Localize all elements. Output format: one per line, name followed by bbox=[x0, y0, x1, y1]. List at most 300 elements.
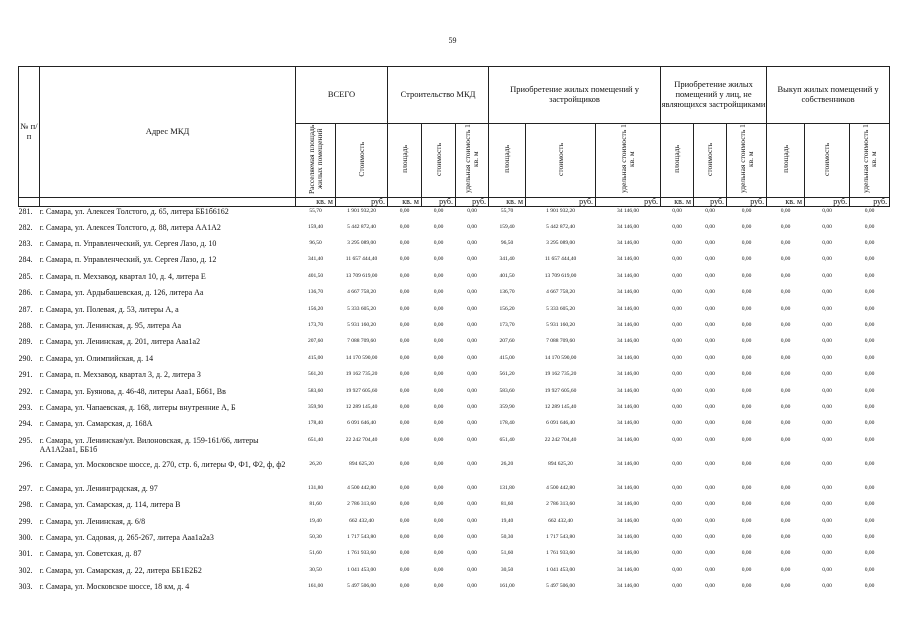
developer-unit-cell: 34 146,00 bbox=[617, 403, 640, 410]
row-number: 289. bbox=[18, 337, 33, 347]
construction-area-cell: 0,00 bbox=[399, 566, 410, 573]
total-area-cell: 651,40 bbox=[307, 436, 324, 443]
buyout-unit-cell: 0,00 bbox=[864, 354, 875, 361]
row-number: 295. bbox=[18, 435, 33, 445]
non-developer-cost-cell: 0,00 bbox=[705, 289, 715, 296]
row-number: 293. bbox=[18, 402, 33, 412]
non-developer-area-cell: 0,00 bbox=[672, 338, 682, 345]
buyout-unit-cell: 0,00 bbox=[864, 484, 875, 491]
construction-area-cell: 0,00 bbox=[399, 436, 410, 443]
developer-area-cell: 651,40 bbox=[499, 436, 515, 443]
developer-area-cell: 136,70 bbox=[499, 289, 515, 296]
developer-unit-cell: 34 146,00 bbox=[617, 436, 640, 443]
developer-unit-cell: 34 146,00 bbox=[617, 533, 640, 540]
table-row bbox=[19, 272, 890, 288]
buyout-cost-cell: 0,00 bbox=[822, 566, 832, 573]
developer-area-cell: 30,50 bbox=[500, 566, 514, 573]
total-cost-cell: 1 901 932,20 bbox=[347, 207, 376, 214]
sub-header: Стоимость bbox=[336, 124, 388, 198]
unit-cell: кв. м bbox=[661, 197, 694, 206]
construction-unit-cell: 0,00 bbox=[467, 533, 477, 540]
table-row bbox=[19, 321, 890, 337]
developer-cost-cell: 1 901 932,20 bbox=[546, 207, 575, 214]
total-area-cell: 30,50 bbox=[309, 566, 322, 573]
non-developer-cost-cell: 0,00 bbox=[705, 566, 715, 573]
construction-area-cell: 0,00 bbox=[399, 420, 410, 427]
unit-cell: руб. bbox=[526, 197, 596, 206]
address-cell: г. Самара, ул. Московское шоссе, 18 км, д. 4 bbox=[39, 582, 190, 592]
row-number: 282. bbox=[18, 222, 33, 232]
construction-area-cell: 0,00 bbox=[399, 460, 410, 467]
table-row bbox=[19, 239, 890, 255]
total-cost-cell: 1 717 543,80 bbox=[347, 533, 376, 540]
developer-area-cell: 415,00 bbox=[499, 354, 515, 361]
total-cost-cell: 2 786 313,60 bbox=[347, 501, 376, 508]
developer-cost-cell: 1 717 543,80 bbox=[546, 533, 575, 540]
developer-cost-cell: 4 667 758,20 bbox=[546, 289, 575, 296]
developer-area-cell: 96,50 bbox=[500, 240, 514, 247]
buyout-area-cell: 0,00 bbox=[780, 240, 791, 247]
sub-header: удельная стоимость 1 кв. м bbox=[596, 124, 661, 198]
sub-header: удельная стоимость 1 кв. м bbox=[727, 124, 767, 198]
developer-area-cell: 561,20 bbox=[499, 371, 515, 378]
unit-cell bbox=[40, 197, 296, 206]
non-developer-area-cell: 0,00 bbox=[672, 223, 682, 230]
total-cost-cell: 7 088 709,60 bbox=[347, 338, 376, 345]
construction-cost-cell: 0,00 bbox=[433, 338, 444, 345]
non-developer-area-cell: 0,00 bbox=[672, 403, 682, 410]
non-developer-area-cell: 0,00 bbox=[672, 583, 682, 590]
non-developer-unit-cell: 0,00 bbox=[741, 533, 752, 540]
address-cell: г. Самара, ул. Алексея Толстого, д. 88, литера АА1А2 bbox=[39, 222, 221, 232]
developer-cost-cell: 3 295 089,00 bbox=[546, 240, 575, 247]
address-cell: г. Самара, п. Управленческий, ул. Сергея Лазо, д. 10 bbox=[39, 239, 217, 249]
buyout-unit-cell: 0,00 bbox=[864, 338, 875, 345]
buyout-cost-cell: 0,00 bbox=[822, 338, 832, 345]
buyout-cost-cell: 0,00 bbox=[822, 460, 832, 467]
developer-cost-cell: 5 333 605,20 bbox=[546, 305, 575, 312]
non-developer-cost-cell: 0,00 bbox=[705, 501, 715, 508]
non-developer-cost-cell: 0,00 bbox=[705, 371, 715, 378]
buyout-cost-cell: 0,00 bbox=[822, 272, 832, 279]
unit-cell: руб. bbox=[596, 197, 661, 206]
developer-cost-cell: 13 709 619,00 bbox=[544, 272, 577, 279]
row-number: 281. bbox=[18, 206, 33, 216]
buyout-unit-cell: 0,00 bbox=[864, 436, 875, 443]
buyout-unit-cell: 0,00 bbox=[864, 272, 875, 279]
developer-cost-cell: 1 761 933,60 bbox=[546, 550, 575, 557]
construction-cost-cell: 0,00 bbox=[433, 517, 444, 524]
non-developer-area-cell: 0,00 bbox=[672, 272, 682, 279]
buyout-unit-cell: 0,00 bbox=[864, 460, 875, 467]
table-row bbox=[19, 436, 890, 460]
total-area-cell: 207,60 bbox=[307, 338, 324, 345]
construction-unit-cell: 0,00 bbox=[467, 583, 477, 590]
buyout-cost-cell: 0,00 bbox=[822, 223, 832, 230]
total-cost-cell: 12 289 145,40 bbox=[345, 403, 378, 410]
construction-area-cell: 0,00 bbox=[399, 550, 410, 557]
buyout-area-cell: 0,00 bbox=[780, 460, 791, 467]
row-number: 298. bbox=[18, 500, 33, 510]
table-row bbox=[19, 206, 890, 222]
buyout-cost-cell: 0,00 bbox=[822, 550, 832, 557]
developer-area-cell: 19,40 bbox=[500, 517, 514, 524]
non-developer-cost-cell: 0,00 bbox=[705, 533, 715, 540]
address-cell: г. Самара, ул. Ленинская/ул. Вилоновская, д. 159-161/66, литеры АА1А2аа1, ББ1б bbox=[39, 435, 259, 455]
non-developer-area-cell: 0,00 bbox=[672, 371, 682, 378]
buyout-cost-cell: 0,00 bbox=[822, 420, 832, 427]
total-area-cell: 156,20 bbox=[307, 305, 324, 312]
housing-table bbox=[18, 66, 890, 598]
construction-cost-cell: 0,00 bbox=[433, 371, 444, 378]
buyout-cost-cell: 0,00 bbox=[822, 207, 832, 214]
total-cost-cell: 662 432,40 bbox=[349, 517, 374, 524]
construction-cost-cell: 0,00 bbox=[433, 387, 444, 394]
developer-unit-cell: 34 146,00 bbox=[617, 338, 640, 345]
developer-cost-cell: 14 170 590,00 bbox=[544, 354, 577, 361]
non-developer-unit-cell: 0,00 bbox=[741, 517, 752, 524]
buyout-area-cell: 0,00 bbox=[780, 256, 791, 263]
buyout-area-cell: 0,00 bbox=[780, 420, 791, 427]
developer-area-cell: 178,40 bbox=[499, 420, 515, 427]
construction-area-cell: 0,00 bbox=[399, 289, 410, 296]
total-cost-cell: 13 709 619,00 bbox=[345, 272, 378, 279]
non-developer-area-cell: 0,00 bbox=[672, 354, 682, 361]
table-row bbox=[19, 419, 890, 435]
construction-unit-cell: 0,00 bbox=[467, 338, 477, 345]
non-developer-area-cell: 0,00 bbox=[672, 533, 682, 540]
buyout-unit-cell: 0,00 bbox=[864, 566, 875, 573]
developer-cost-cell: 22 242 704,40 bbox=[544, 436, 577, 443]
row-number: 288. bbox=[18, 321, 33, 330]
total-area-cell: 341,40 bbox=[307, 256, 324, 263]
non-developer-unit-cell: 0,00 bbox=[741, 583, 752, 590]
construction-unit-cell: 0,00 bbox=[467, 223, 477, 230]
developer-unit-cell: 34 146,00 bbox=[617, 566, 640, 573]
construction-area-cell: 0,00 bbox=[399, 583, 410, 590]
buyout-cost-cell: 0,00 bbox=[822, 371, 832, 378]
total-cost-cell: 894 625,20 bbox=[349, 460, 374, 467]
non-developer-area-cell: 0,00 bbox=[672, 240, 682, 247]
developer-cost-cell: 11 657 444,40 bbox=[544, 256, 577, 263]
developer-cost-cell: 4 500 442,80 bbox=[546, 484, 575, 491]
buyout-unit-cell: 0,00 bbox=[864, 403, 875, 410]
construction-cost-cell: 0,00 bbox=[433, 583, 444, 590]
non-developer-cost-cell: 0,00 bbox=[705, 583, 715, 590]
row-number: 294. bbox=[18, 419, 33, 429]
developer-unit-cell: 34 146,00 bbox=[617, 322, 640, 328]
buyout-area-cell: 0,00 bbox=[780, 338, 791, 345]
non-developer-area-cell: 0,00 bbox=[672, 484, 682, 491]
total-cost-cell: 22 242 704,40 bbox=[345, 436, 378, 443]
buyout-cost-cell: 0,00 bbox=[822, 354, 832, 361]
construction-cost-cell: 0,00 bbox=[433, 207, 444, 214]
unit-cell: руб. bbox=[694, 197, 727, 206]
construction-unit-cell: 0,00 bbox=[467, 550, 477, 557]
construction-cost-cell: 0,00 bbox=[433, 256, 444, 263]
address-cell: г. Самара, ул. Ленинградская, д. 97 bbox=[39, 483, 158, 493]
table-body bbox=[19, 206, 890, 598]
developer-cost-cell: 19 927 605,60 bbox=[544, 387, 577, 394]
developer-unit-cell: 34 146,00 bbox=[617, 240, 640, 247]
non-developer-unit-cell: 0,00 bbox=[741, 550, 752, 557]
table-row bbox=[19, 288, 890, 304]
construction-area-cell: 0,00 bbox=[399, 322, 410, 328]
developer-area-cell: 341,40 bbox=[499, 256, 515, 263]
sub-header: стоимость bbox=[694, 124, 727, 198]
buyout-area-cell: 0,00 bbox=[780, 322, 791, 328]
table-row bbox=[19, 403, 890, 419]
non-developer-area-cell: 0,00 bbox=[672, 460, 682, 467]
total-area-cell: 96,50 bbox=[309, 240, 322, 247]
construction-unit-cell: 0,00 bbox=[467, 256, 477, 263]
total-cost-cell: 1 041 453,00 bbox=[347, 566, 376, 573]
non-developer-unit-cell: 0,00 bbox=[741, 272, 752, 279]
table-row bbox=[19, 255, 890, 271]
total-area-cell: 415,00 bbox=[307, 354, 324, 361]
total-area-cell: 50,30 bbox=[309, 533, 322, 540]
address-cell: г. Самара, ул. Чапаевская, д. 168, литеры внутренние А, Б bbox=[39, 402, 236, 412]
buyout-area-cell: 0,00 bbox=[780, 501, 791, 508]
construction-unit-cell: 0,00 bbox=[467, 517, 477, 524]
developer-unit-cell: 34 146,00 bbox=[617, 207, 640, 214]
buyout-area-cell: 0,00 bbox=[780, 550, 791, 557]
unit-cell: кв. м bbox=[296, 197, 336, 206]
developer-unit-cell: 34 146,00 bbox=[617, 305, 640, 312]
table-row bbox=[19, 223, 890, 239]
non-developer-unit-cell: 0,00 bbox=[741, 207, 752, 214]
buyout-unit-cell: 0,00 bbox=[864, 420, 875, 427]
buyout-unit-cell: 0,00 bbox=[864, 517, 875, 524]
address-cell: г. Самара, п. Мехзавод, квартал 3, д. 2, литера З bbox=[39, 370, 201, 380]
total-cost-cell: 5 442 872,40 bbox=[347, 223, 376, 230]
non-developer-cost-cell: 0,00 bbox=[705, 484, 715, 491]
row-number: 303. bbox=[18, 582, 33, 592]
non-developer-cost-cell: 0,00 bbox=[705, 517, 715, 524]
developer-area-cell: 161,00 bbox=[499, 583, 515, 590]
buyout-cost-cell: 0,00 bbox=[822, 305, 832, 312]
developer-area-cell: 156,20 bbox=[499, 305, 515, 312]
buyout-cost-cell: 0,00 bbox=[822, 289, 832, 296]
developer-unit-cell: 34 146,00 bbox=[617, 289, 640, 296]
address-cell: г. Самара, ул. Самарская, д. 22, литера ББ1Б2Б2 bbox=[39, 565, 202, 575]
buyout-area-cell: 0,00 bbox=[780, 272, 791, 279]
total-cost-cell: 19 162 735,20 bbox=[345, 371, 378, 378]
construction-cost-cell: 0,00 bbox=[433, 566, 444, 573]
table-row bbox=[19, 549, 890, 565]
non-developer-cost-cell: 0,00 bbox=[705, 256, 715, 263]
unit-cell: руб. bbox=[336, 197, 388, 206]
non-developer-unit-cell: 0,00 bbox=[741, 322, 752, 328]
total-area-cell: 173,70 bbox=[307, 322, 324, 328]
developer-area-cell: 55,70 bbox=[500, 207, 514, 214]
address-cell: г. Самара, ул. Московское шоссе, д. 270, стр. 6, литеры Ф, Ф1, Ф2, ф, ф2 bbox=[39, 459, 286, 469]
buyout-unit-cell: 0,00 bbox=[864, 501, 875, 508]
construction-area-cell: 0,00 bbox=[399, 533, 410, 540]
construction-area-cell: 0,00 bbox=[399, 403, 410, 410]
total-cost-cell: 1 761 933,60 bbox=[347, 550, 376, 557]
table-row bbox=[19, 566, 890, 582]
total-cost-cell: 5 333 605,20 bbox=[347, 305, 376, 312]
sub-header: площадь bbox=[388, 124, 422, 198]
total-area-cell: 19,40 bbox=[309, 517, 322, 524]
buyout-cost-cell: 0,00 bbox=[822, 501, 832, 508]
buyout-unit-cell: 0,00 bbox=[864, 223, 875, 230]
developer-unit-cell: 34 146,00 bbox=[617, 272, 640, 279]
buyout-cost-cell: 0,00 bbox=[822, 256, 832, 263]
buyout-cost-cell: 0,00 bbox=[822, 533, 832, 540]
non-developer-cost-cell: 0,00 bbox=[705, 354, 715, 361]
buyout-area-cell: 0,00 bbox=[780, 533, 791, 540]
construction-area-cell: 0,00 bbox=[399, 484, 410, 491]
non-developer-unit-cell: 0,00 bbox=[741, 240, 752, 247]
buyout-area-cell: 0,00 bbox=[780, 566, 791, 573]
non-developer-unit-cell: 0,00 bbox=[741, 223, 752, 230]
address-cell: г. Самара, ул. Самарская, д. 168А bbox=[39, 419, 153, 429]
address-cell: г. Самара, ул. Олимпийская, д. 14 bbox=[39, 353, 154, 363]
developer-unit-cell: 34 146,00 bbox=[617, 223, 640, 230]
non-developer-cost-cell: 0,00 bbox=[705, 305, 715, 312]
non-developer-unit-cell: 0,00 bbox=[741, 420, 752, 427]
developer-area-cell: 401,50 bbox=[499, 272, 515, 279]
total-cost-cell: 19 927 605,60 bbox=[345, 387, 378, 394]
non-developer-area-cell: 0,00 bbox=[672, 436, 682, 443]
developer-cost-cell: 5 497 506,00 bbox=[546, 583, 575, 590]
construction-cost-cell: 0,00 bbox=[433, 240, 444, 247]
buyout-unit-cell: 0,00 bbox=[864, 533, 875, 540]
row-number: 283. bbox=[18, 239, 33, 249]
developer-unit-cell: 34 146,00 bbox=[617, 420, 640, 427]
non-developer-cost-cell: 0,00 bbox=[705, 240, 715, 247]
developer-unit-cell: 34 146,00 bbox=[617, 501, 640, 508]
buyout-cost-cell: 0,00 bbox=[822, 517, 832, 524]
construction-area-cell: 0,00 bbox=[399, 272, 410, 279]
sub-header: площадь bbox=[661, 124, 694, 198]
developer-area-cell: 207,60 bbox=[499, 338, 515, 345]
developer-area-cell: 50,30 bbox=[500, 533, 514, 540]
construction-unit-cell: 0,00 bbox=[467, 289, 477, 296]
non-developer-cost-cell: 0,00 bbox=[705, 436, 715, 443]
construction-cost-cell: 0,00 bbox=[433, 322, 444, 328]
row-number: 287. bbox=[18, 304, 33, 314]
construction-unit-cell: 0,00 bbox=[467, 354, 477, 361]
construction-unit-cell: 0,00 bbox=[467, 460, 477, 467]
non-developer-cost-cell: 0,00 bbox=[705, 207, 715, 214]
total-area-cell: 51,60 bbox=[309, 550, 322, 557]
group-developers-header: Приобретение жилых помещений у застройщиков bbox=[489, 67, 661, 124]
construction-cost-cell: 0,00 bbox=[433, 484, 444, 491]
table-row bbox=[19, 484, 890, 500]
sub-header: стоимость bbox=[526, 124, 596, 198]
developer-cost-cell: 1 041 453,00 bbox=[546, 566, 575, 573]
buyout-area-cell: 0,00 bbox=[780, 371, 791, 378]
address-cell: г. Самара, п. Управленческий, ул. Сергея Лазо, д. 12 bbox=[39, 255, 217, 265]
non-developer-unit-cell: 0,00 bbox=[741, 256, 752, 263]
non-developer-area-cell: 0,00 bbox=[672, 256, 682, 263]
construction-unit-cell: 0,00 bbox=[467, 420, 477, 427]
buyout-unit-cell: 0,00 bbox=[864, 371, 875, 378]
buyout-area-cell: 0,00 bbox=[780, 305, 791, 312]
buyout-unit-cell: 0,00 bbox=[864, 583, 875, 590]
buyout-unit-cell: 0,00 bbox=[864, 256, 875, 263]
construction-cost-cell: 0,00 bbox=[433, 501, 444, 508]
total-cost-cell: 4 667 758,20 bbox=[347, 289, 376, 296]
construction-area-cell: 0,00 bbox=[399, 354, 410, 361]
row-number: 290. bbox=[18, 353, 33, 363]
unit-cell: руб. bbox=[456, 197, 489, 206]
construction-unit-cell: 0,00 bbox=[467, 305, 477, 312]
non-developer-cost-cell: 0,00 bbox=[705, 420, 715, 427]
construction-area-cell: 0,00 bbox=[399, 305, 410, 312]
sub-header: стоимость bbox=[805, 124, 850, 198]
non-developer-area-cell: 0,00 bbox=[672, 387, 682, 394]
address-cell: г. Самара, ул. Ленинская, д. 95, литера Аа bbox=[39, 321, 181, 330]
non-developer-unit-cell: 0,00 bbox=[741, 371, 752, 378]
buyout-cost-cell: 0,00 bbox=[822, 387, 832, 394]
developer-unit-cell: 34 146,00 bbox=[617, 583, 640, 590]
total-cost-cell: 6 091 646,40 bbox=[347, 420, 376, 427]
address-cell: г. Самара, ул. Советская, д. 87 bbox=[39, 549, 142, 559]
developer-area-cell: 159,40 bbox=[499, 223, 515, 230]
non-developer-area-cell: 0,00 bbox=[672, 289, 682, 296]
buyout-unit-cell: 0,00 bbox=[864, 322, 875, 328]
developer-area-cell: 81,60 bbox=[500, 501, 514, 508]
address-cell: г. Самара, ул. Алексея Толстого, д. 65, литера ББ1б6162 bbox=[39, 206, 229, 216]
unit-cell: руб. bbox=[422, 197, 456, 206]
row-number: 300. bbox=[18, 532, 33, 542]
developer-area-cell: 26,20 bbox=[500, 460, 514, 467]
address-cell: г. Самара, ул. Ардыбашевская, д. 126, литера Аа bbox=[39, 288, 204, 298]
non-developer-cost-cell: 0,00 bbox=[705, 338, 715, 345]
buyout-area-cell: 0,00 bbox=[780, 436, 791, 443]
buyout-unit-cell: 0,00 bbox=[864, 550, 875, 557]
row-number: 296. bbox=[18, 459, 33, 469]
construction-unit-cell: 0,00 bbox=[467, 484, 477, 491]
total-area-cell: 583,60 bbox=[307, 387, 324, 394]
address-cell: г. Самара, ул. Ленинская, д. 201, литера Ааа1а2 bbox=[39, 337, 201, 347]
construction-area-cell: 0,00 bbox=[399, 207, 410, 214]
non-developer-area-cell: 0,00 bbox=[672, 501, 682, 508]
non-developer-cost-cell: 0,00 bbox=[705, 322, 715, 328]
address-cell: г. Самара, ул. Полевая, д. 53, литеры А, а bbox=[39, 304, 179, 314]
table-row bbox=[19, 460, 890, 484]
non-developer-cost-cell: 0,00 bbox=[705, 223, 715, 230]
total-area-cell: 136,70 bbox=[307, 289, 324, 296]
group-non-developers-header: Приобретение жилых помещений у лиц, не являющихся застройщиками bbox=[661, 67, 767, 124]
construction-unit-cell: 0,00 bbox=[467, 207, 477, 214]
construction-cost-cell: 0,00 bbox=[433, 223, 444, 230]
developer-area-cell: 51,60 bbox=[500, 550, 514, 557]
page-number: 59 bbox=[448, 36, 457, 45]
developer-unit-cell: 34 146,00 bbox=[617, 354, 640, 361]
developer-unit-cell: 34 146,00 bbox=[617, 256, 640, 263]
total-cost-cell: 11 657 444,40 bbox=[345, 256, 378, 263]
total-cost-cell: 5 931 160,20 bbox=[347, 322, 376, 328]
developer-unit-cell: 34 146,00 bbox=[617, 387, 640, 394]
construction-cost-cell: 0,00 bbox=[433, 272, 444, 279]
developer-cost-cell: 662 432,40 bbox=[548, 517, 573, 524]
total-area-cell: 178,40 bbox=[307, 420, 324, 427]
unit-cell bbox=[19, 197, 40, 206]
address-cell: г. Самара, ул. Буянова, д. 46-48, литеры Ааа1, Бб61, Вв bbox=[39, 386, 226, 396]
buyout-area-cell: 0,00 bbox=[780, 387, 791, 394]
non-developer-area-cell: 0,00 bbox=[672, 322, 682, 328]
table-row bbox=[19, 517, 890, 533]
developer-area-cell: 359,90 bbox=[499, 403, 515, 410]
construction-cost-cell: 0,00 bbox=[433, 403, 444, 410]
total-cost-cell: 5 497 506,00 bbox=[347, 583, 376, 590]
sub-header: площадь bbox=[489, 124, 526, 198]
